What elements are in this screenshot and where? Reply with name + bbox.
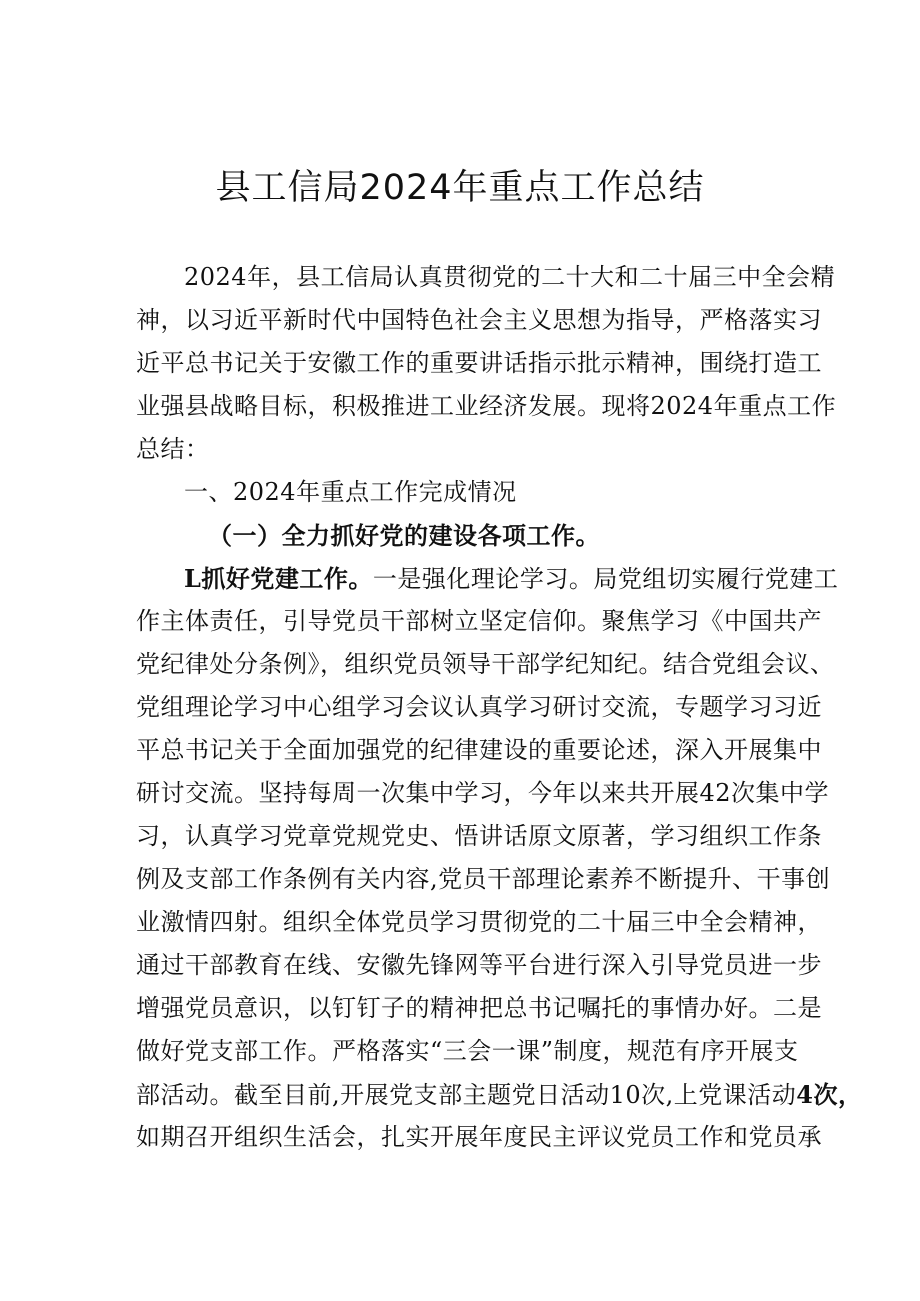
paragraph-line: 习，认真学习党章党规党史、悟讲话原文原著，学习组织工作条 (136, 822, 822, 850)
paragraph-line: 近平总书记关于安徽工作的重要讲话指示批示精神，围绕打造工 (136, 349, 822, 377)
paragraph-line: 党纪律处分条例》，组织党员领导干部学纪知纪。结合党组会议、 (136, 650, 835, 678)
section-heading: 一、2024年重点工作完成情况 (184, 478, 517, 506)
paragraph-line: 神，以习近平新时代中国特色社会主义思想为指导，严格落实习 (136, 306, 822, 334)
paragraph-line: 通过干部教育在线、安徽先锋网等平台进行深入引导党员进一步 (136, 951, 822, 979)
item-text: 一是强化理论学习。局党组切实履行党建工 (372, 565, 839, 593)
subsection-heading: （一）全力抓好党的建设各项工作。 (208, 521, 600, 550)
paragraph-line: 例及支部工作条例有关内容,党员干部理论素养不断提升、干事创 (136, 865, 831, 893)
paragraph-line: 业强县战略目标，积极推进工业经济发展。现将2024年重点工作 (136, 392, 837, 420)
paragraph-line: 作主体责任，引导党员干部树立坚定信仰。聚焦学习《中国共产 (136, 607, 822, 635)
paragraph-line: 增强党员意识，以钉钉子的精神把总书记嘱托的事情办好。二是 (136, 994, 822, 1022)
paragraph-line: 研讨交流。坚持每周一次集中学习，今年以来共开展42次集中学 (136, 779, 830, 807)
paragraph-line: 业激情四射。组织全体党员学习贯彻党的二十届三中全会精神， (136, 908, 822, 936)
paragraph-line: 党组理论学习中心组学习会议认真学习研讨交流，专题学习习近 (136, 693, 822, 721)
paragraph-line: 2024年，县工信局认真贯彻党的二十大和二十届三中全会精 (184, 263, 836, 291)
bold-count: 4次， (796, 1080, 863, 1109)
item-heading: L抓好党建工作。 (184, 564, 373, 593)
paragraph-line: 部活动。截至目前,开展党支部主题党日活动10次,上党课活动4次， (136, 1080, 863, 1109)
paragraph-line: 总结： (136, 435, 210, 463)
document-title: 县工信局2024年重点工作总结 (215, 168, 705, 208)
document-body (136, 256, 863, 1159)
paragraph-line: 如期召开组织生活会，扎实开展年度民主评议党员工作和党员承 (136, 1123, 822, 1151)
paragraph-line: 平总书记关于全面加强党的纪律建设的重要论述，深入开展集中 (136, 736, 822, 764)
paragraph-line (136, 557, 839, 600)
paragraph-line: 做好党支部工作。严格落实“三会一课”制度，规范有序开展支 (136, 1037, 799, 1065)
